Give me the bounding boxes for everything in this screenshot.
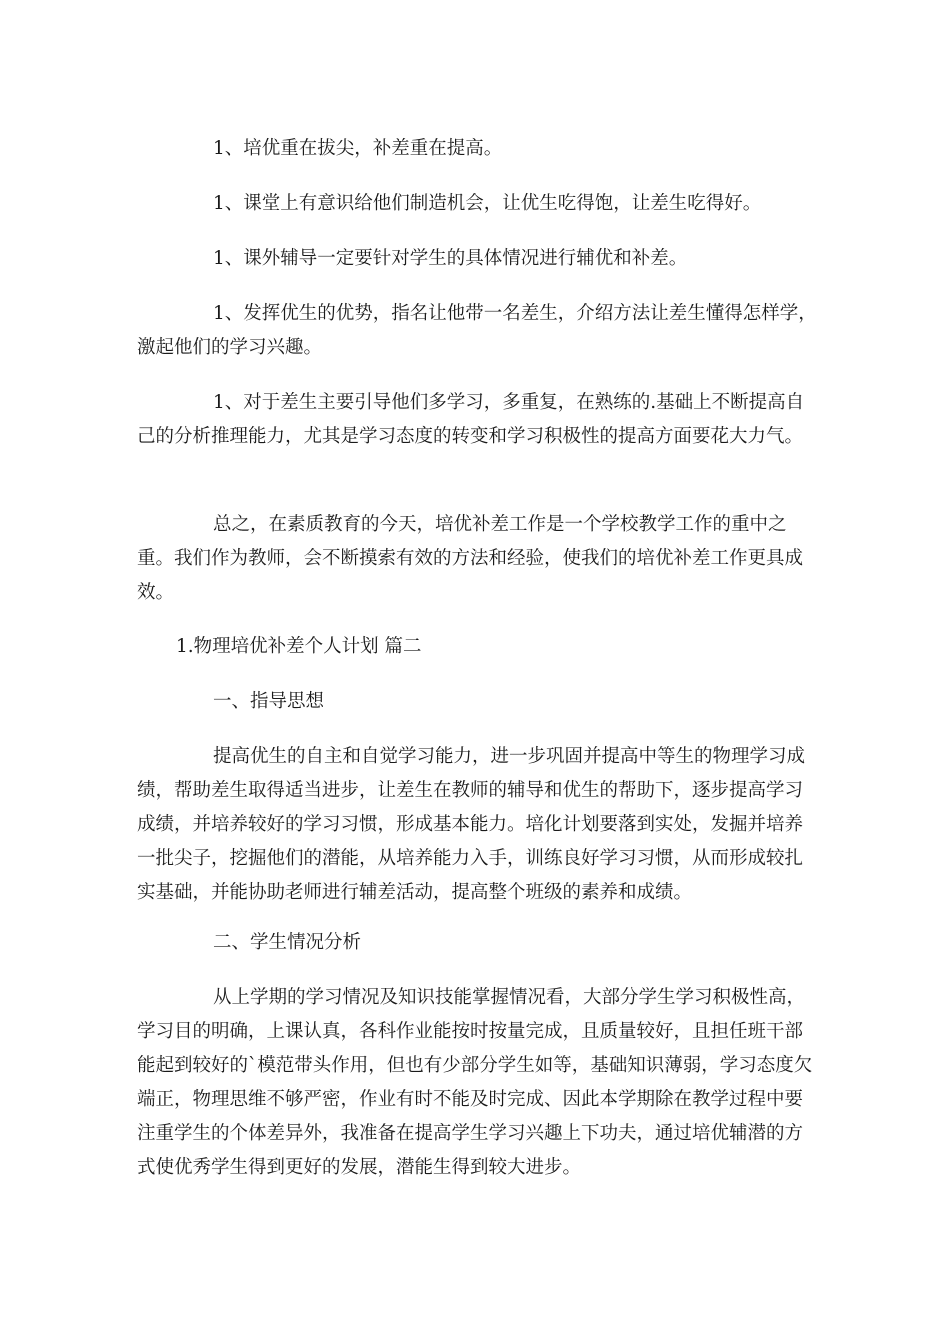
paragraph-1: 1、培优重在拔尖，补差重在提高。: [213, 138, 503, 159]
part1-heading: 一、指导思想: [213, 691, 325, 712]
paragraph-4: 1、发挥优生的优势，指名让他带一名差生，介绍方法让差生懂得怎样学，激起他们的学习兴趣。: [137, 303, 817, 358]
part2-body: 从上学期的学习情况及知识技能掌握情况看，大部分学生学习积极性高，学习目的明确，上课认真，各科作业能按时按量完成，且质量较好，且担任班干部能起到较好的`模范带头作用，但也有少部分学生如等，基础知识薄弱，学习态度欠端正，物理思维不够严密，作业有时不能及时完成、因此本学期除在教学过程中要注重学生的个体差异外，我准备在提高学生学习兴趣上下功夫，通过培优辅潜的方式使优秀学生得到更好的发展，潜能生得到较大进步。: [137, 987, 813, 1178]
paragraph-5: 1、对于差生主要引导他们多学习，多重复，在熟练的.基础上不断提高自己的分析推理能力，尤其是学习态度的转变和学习积极性的提高方面要花大力气。: [137, 392, 805, 447]
paragraph-3: 1、课外辅导一定要针对学生的具体情况进行辅优和补差。: [213, 248, 688, 269]
section-title: 1.物理培优补差个人计划 篇二: [176, 636, 422, 657]
part1-body: 提高优生的自主和自觉学习能力，进一步巩固并提高中等生的物理学习成绩，帮助差生取得适当进步，让差生在教师的辅导和优生的帮助下，逐步提高学习成绩，并培养较好的学习习惯，形成基本能力。培化计划要落到实处，发掘并培养一批尖子，挖掘他们的潜能，从培养能力入手，训练良好学习习惯，从而形成较扎实基础，并能协助老师进行辅差活动，提高整个班级的素养和成绩。: [137, 746, 806, 903]
paragraph-2: 1、课堂上有意识给他们制造机会，让优生吃得饱，让差生吃得好。: [213, 193, 762, 214]
paragraph-6: 总之，在素质教育的今天，培优补差工作是一个学校教学工作的重中之重。我们作为教师，会不断摸索有效的方法和经验，使我们的培优补差工作更具成效。: [137, 514, 804, 603]
part2-heading: 二、学生情况分析: [213, 932, 362, 953]
